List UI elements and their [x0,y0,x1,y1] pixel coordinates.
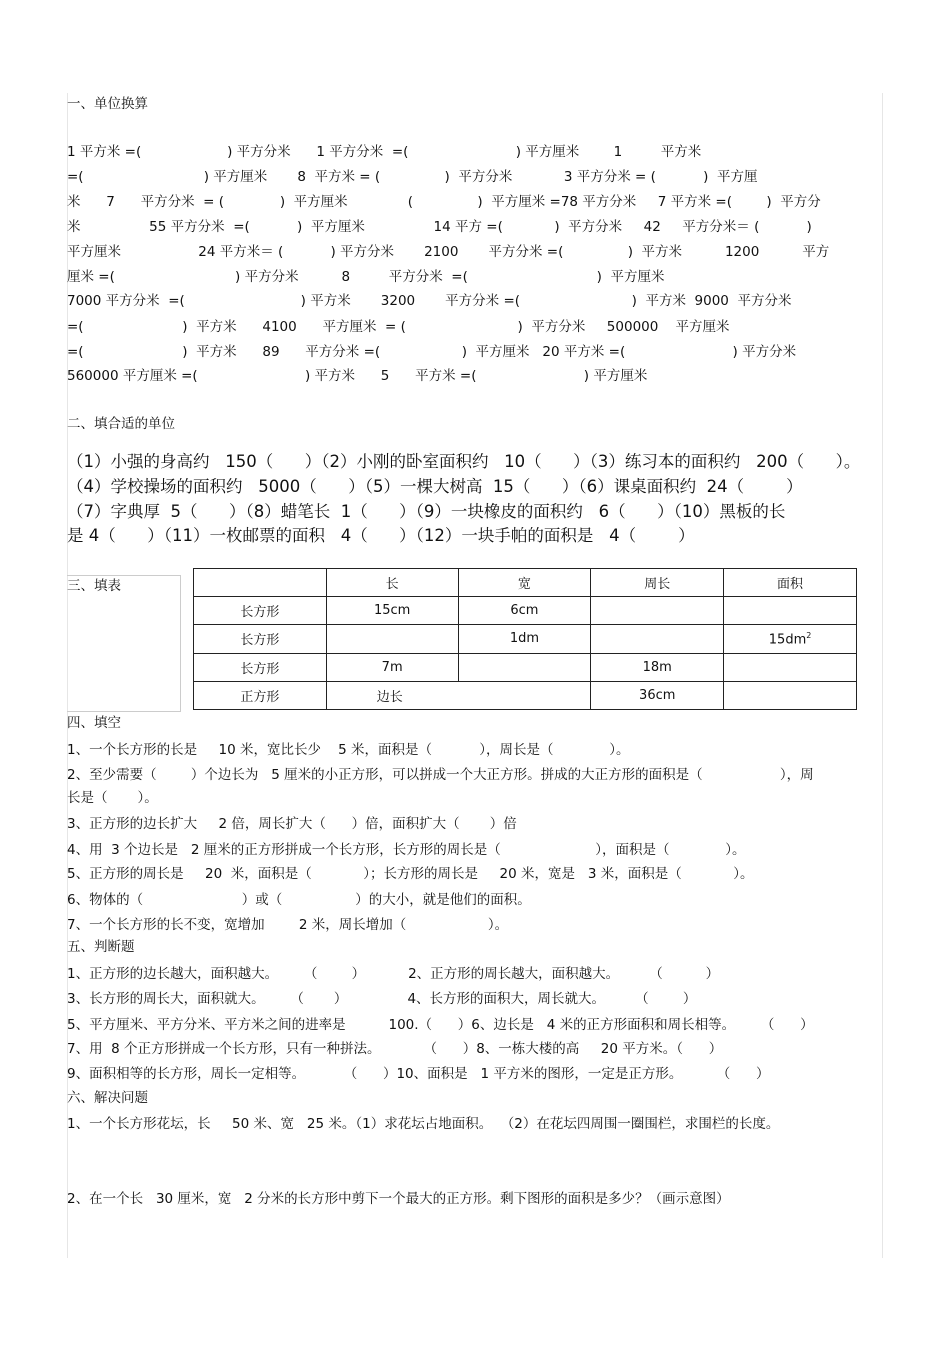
table-header-row [194,569,857,597]
table-side-frame [67,575,181,712]
s4-line-5: 4、用 3 个边长是 2 厘米的正方形拼成一个长方形，长方形的周长是（ ），面积是（ ）。 [67,842,746,858]
s5-line-4: 7、用 8 个正方形拼成一个长方形，只有一种拼法。 （ ）8、一栋大楼的高 20 平方米。（ ） [67,1041,723,1057]
page-margin-line-right [882,93,883,1258]
table-cell: 长方形 [194,625,327,653]
table-cell: 18m [591,653,724,681]
table-cell[interactable] [724,597,857,625]
table-cell[interactable] [724,681,857,709]
s4-line-8: 7、一个长方形的长不变，宽增加 2 米，周长增加（ ）。 [67,917,509,933]
table-cell: 15cm [326,597,458,625]
s1-line-6: 厘米 =( ) 平方分米 8 平方分米 =( ) 平方厘米 [67,269,665,285]
s1-line-2: =( ) 平方厘米 8 平方米 = ( ) 平方分米 3 平方分米 = ( ) 平方厘 [67,169,758,185]
table-cell[interactable] [724,653,857,681]
table-cell: 6cm [458,597,591,625]
s5-line-3: 5、平方厘米、平方分米、平方米之间的进率是 100.（ ）6、边长是 4 米的正方形面积和周长相等。 （ ） [67,1017,814,1033]
s4-line-7: 6、物体的（ ）或（ ）的大小，就是他们的面积。 [67,892,531,908]
s1-line-1: 1 平方米 =( ) 平方分米 1 平方分米 =( ) 平方厘米 1 平方米 [67,144,702,160]
fill-table [193,568,857,710]
s1-line-5: 平方厘米 24 平方米＝ ( ) 平方分米 2100 平方分米 =( ) 平方米 1200 平方 [67,244,830,260]
table-row [194,597,857,625]
section-1-heading: 一、单位换算 [67,96,148,112]
table-row [194,681,857,709]
s5-line-2: 3、长方形的周长大，面积就大。 （ ） 4、长方形的面积大，周长就大。 （ ） [67,991,697,1007]
table-row [194,625,857,653]
table-header-cell: 宽 [458,569,591,597]
table-cell[interactable] [458,653,591,681]
table-header-cell [194,569,327,597]
table-cell[interactable] [326,625,458,653]
table-header-cell: 面积 [724,569,857,597]
s1-line-7: 7000 平方分米 =( ) 平方米 3200 平方分米 =( ) 平方米 9000 平方分米 [67,293,792,309]
s1-line-10: 560000 平方厘米 =( ) 平方米 5 平方米 =( ) 平方厘米 [67,368,648,384]
table-header-cell: 周长 [591,569,724,597]
s1-line-4: 米 55 平方分米 =( ) 平方厘米 14 平方 =( ) 平方分米 42 平方分米＝ ( ) [67,219,812,235]
s6-problem-2: 2、在一个长 30 厘米，宽 2 分米的长方形中剪下一个最大的正方形。剩下图形的面积是多少？（画示意图） [67,1191,730,1207]
table-cell: 边长 [326,681,591,709]
section-4-heading: 四、填空 [67,715,121,731]
s4-line-2: 2、至少需要（ ）个边长为 5 厘米的小正方形，可以拼成一个大正方形。拼成的大正方形的面积是（ ），周 [67,767,814,783]
table-cell-area [724,625,857,653]
table-cell: 正方形 [194,681,327,709]
table-cell[interactable] [591,625,724,653]
s6-problem-1: 1、一个长方形花坛，长 50 米、宽 25 米。（1）求花坛占地面积。 （2）在花坛四周围一圈围栏，求围栏的长度。 [67,1116,780,1132]
area-value: 15dm [768,632,807,648]
table-cell: 长方形 [194,597,327,625]
table-cell: 1dm [458,625,591,653]
table-cell: 36cm [591,681,724,709]
s1-line-3: 米 7 平方分米 = ( ) 平方厘米 ( ) 平方厘米 =78 平方分米 7 平方米 =( ) 平方分 [67,194,821,210]
s2-line-2: （4）学校操场的面积约 5000（ ）（5）一棵大树高 15（ ）（6）课桌面积约 24（ ） [67,477,803,496]
s4-line-3: 长是（ ）。 [67,790,158,806]
section-5-heading: 五、判断题 [67,939,135,955]
s1-line-9: =( ) 平方米 89 平方分米 =( ) 平方厘米 20 平方米 =( ) 平方分米 [67,344,797,360]
s4-line-4: 3、正方形的边长扩大 2 倍，周长扩大（ ）倍，面积扩大（ ）倍 [67,816,517,832]
s1-line-8: =( ) 平方米 4100 平方厘米 = ( ) 平方分米 500000 平方厘米 [67,319,730,335]
table-cell: 7m [326,653,458,681]
section-2-heading: 二、填合适的单位 [67,416,175,432]
s5-line-5: 9、面积相等的长方形，周长一定相等。 （ ）10、面积是 1 平方米的图形，一定是正方形。 （ ） [67,1066,770,1082]
table-cell[interactable] [591,597,724,625]
area-exponent: 2 [806,630,812,640]
table-row [194,653,857,681]
s2-line-3: （7）字典厚 5（ ）（8）蜡笔长 1（ ）（9）一块橡皮的面积约 6（ ）（10）黑板的长 [67,502,786,521]
s4-line-6: 5、正方形的周长是 20 米，面积是（ ）；长方形的周长是 20 米，宽是 3 米，面积是（ ）。 [67,866,754,882]
section-6-heading: 六、解决问题 [67,1090,148,1106]
s4-line-1: 1、一个长方形的长是 10 米，宽比长少 5 米，面积是（ ），周长是（ ）。 [67,742,630,758]
s5-line-1: 1、正方形的边长越大，面积越大。 （ ） 2、正方形的周长越大，面积越大。 （ ） [67,966,720,982]
s2-line-1: （1）小强的身高约 150（ ）（2）小刚的卧室面积约 10（ ）（3）练习本的面积约 200（ ）。 [67,452,861,471]
table-header-cell: 长 [326,569,458,597]
table-cell: 长方形 [194,653,327,681]
s2-line-4: 是 4（ ）（11）一枚邮票的面积 4（ ）（12）一块手帕的面积是 4（ ） [67,526,695,545]
section-3-heading: 三、填表 [67,578,121,594]
